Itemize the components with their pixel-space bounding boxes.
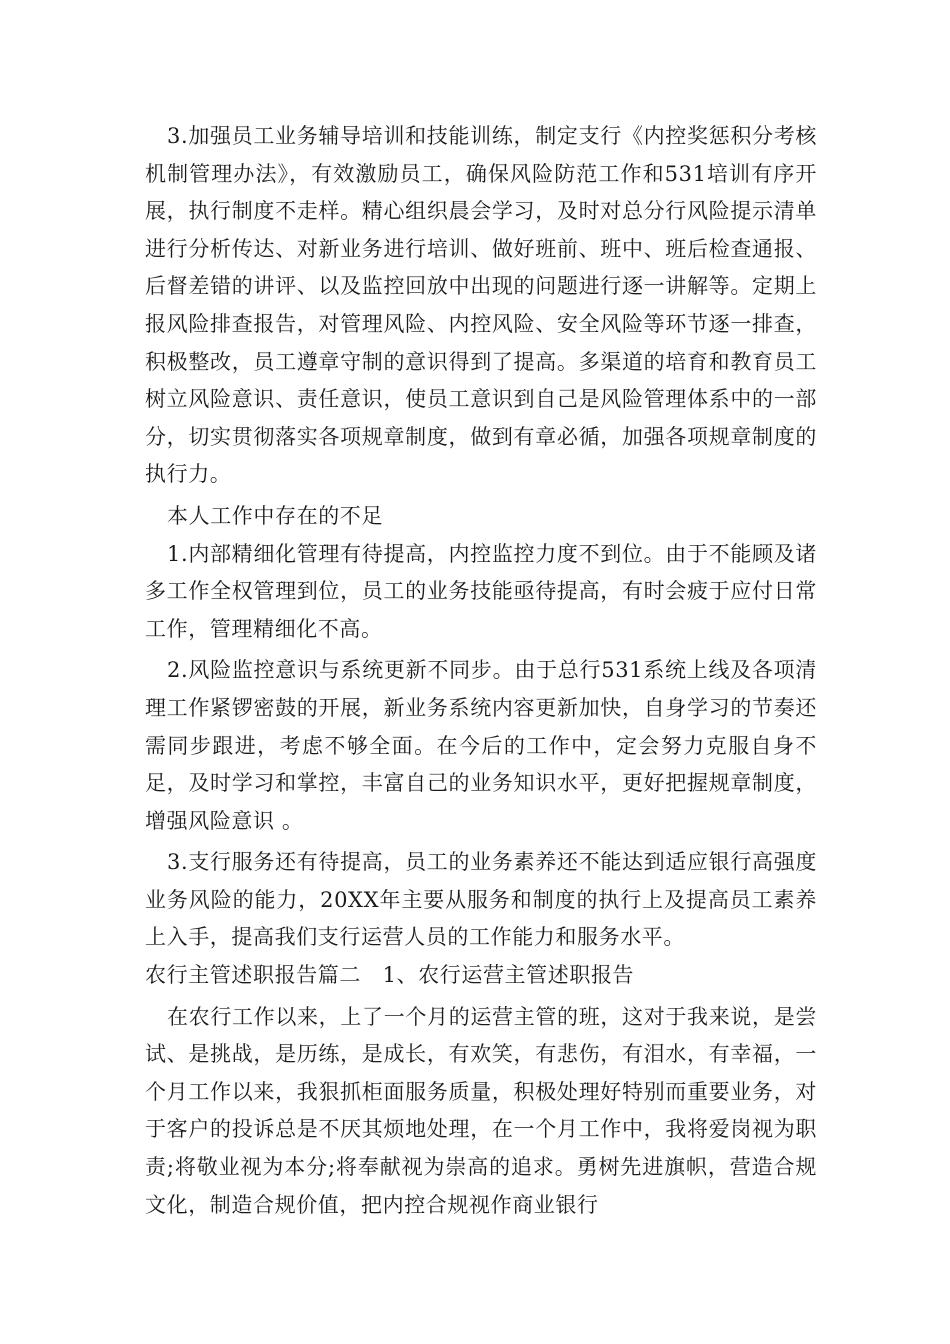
document-page <box>145 118 817 1224</box>
section-heading-report-two: 农行主管述职报告篇二 1、农行运营主管述职报告 <box>145 963 635 988</box>
paragraph-shortcoming-2: 2.风险监控意识与系统更新不同步。由于总行531系统上线及各项清理工作紧锣密鼓的开展，新业务系统内容更新加快，自身学习的节奏还需同步跟进，考虑不够全面。在今后的工作中，定会努力克服自身不足，及时学习和掌控，丰富自己的业务知识水平，更好把握规章制度，增强风险意识 。 <box>145 658 817 833</box>
paragraph-report-intro: 在农行工作以来，上了一个月的运营主管的班，这对于我来说，是尝试、是挑战，是历练，是成长，有欢笑，有悲伤，有泪水，有幸福，一个月工作以来，我狠抓柜面服务质量，积极处理好特别而重要业务，对于客户的投诉总是不厌其烦地处理，在一个月工作中，我将爱岗视为职责;将敬业视为本分;将奉献视为崇高的追求。勇树先进旗帜，营造合规文化，制造合规价值，把内控合规视作商业银行 <box>145 1004 817 1217</box>
paragraph-shortcoming-1: 1.内部精细化管理有待提高，内控监控力度不到位。由于不能顾及诸多工作全权管理到位，员工的业务技能亟待提高，有时会疲于应付日常工作，管理精细化不高。 <box>145 541 817 641</box>
paragraph-shortcoming-3: 3.支行服务还有待提高，员工的业务素养还不能达到适应银行高强度业务风险的能力，20XX年主要从服务和制度的执行上及提高员工素养上入手，提高我们支行运营人员的工作能力和服务水平。 <box>145 850 817 950</box>
section-heading-shortcomings: 本人工作中存在的不足 <box>167 503 383 528</box>
paragraph-staff-training: 3.加强员工业务辅导培训和技能训练，制定支行《内控奖惩积分考核机制管理办法》，有效激励员工，确保风险防范工作和531培训有序开展，执行制度不走样。精心组织晨会学习，及时对总分行风险提示清单进行分析传达、对新业务进行培训、做好班前、班中、班后检查通报、后督差错的讲评、以及监控回放中出现的问题进行逐一讲解等。定期上报风险排查报告，对管理风险、内控风险、安全风险等环节逐一排查，积极整改，员工遵章守制的意识得到了提高。多渠道的培育和教育员工树立风险意识、责任意识，使员工意识到自己是风险管理体系中的一部分，切实贯彻落实各项规章制度，做到有章必循，加强各项规章制度的执行力。 <box>145 124 817 487</box>
